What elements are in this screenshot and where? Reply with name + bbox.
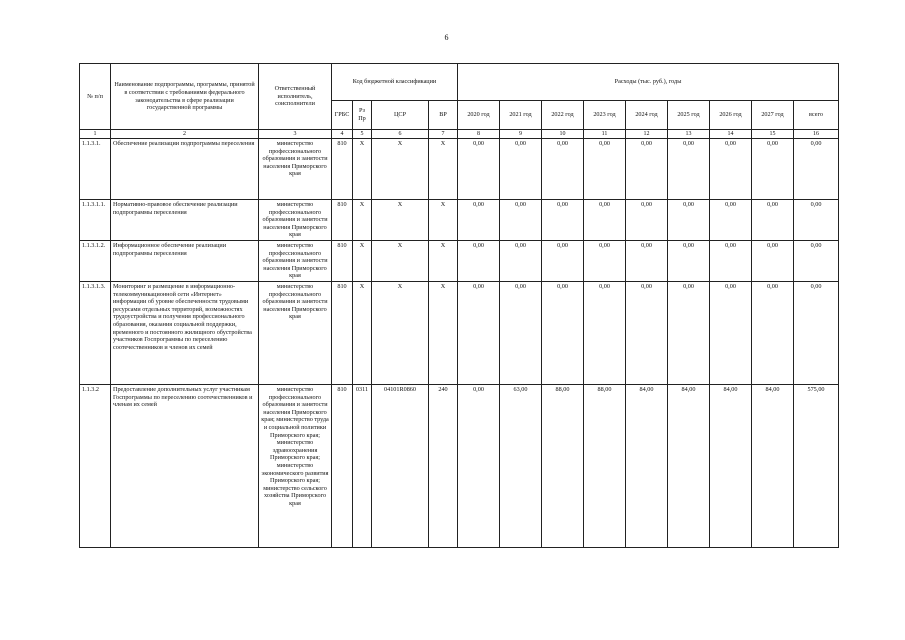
header-year: 2026 год <box>710 101 752 130</box>
budget-table <box>79 63 839 548</box>
row-value: 0,00 <box>500 281 542 384</box>
row-csr: Х <box>372 200 429 241</box>
row-value: 88,00 <box>584 384 626 547</box>
row-rzpr: Х <box>353 139 372 200</box>
column-index: 9 <box>500 130 542 139</box>
column-index: 5 <box>353 130 372 139</box>
row-value: 0,00 <box>626 139 668 200</box>
row-number: 1.1.3.1. <box>80 139 111 200</box>
header-year: 2023 год <box>584 101 626 130</box>
header-year: 2025 год <box>668 101 710 130</box>
column-index: 13 <box>668 130 710 139</box>
table-row <box>80 241 839 282</box>
row-total: 0,00 <box>794 139 839 200</box>
row-value: 0,00 <box>584 200 626 241</box>
row-rzpr: Х <box>353 241 372 282</box>
header-year: 2027 год <box>752 101 794 130</box>
row-value: 63,00 <box>500 384 542 547</box>
column-index: 6 <box>372 130 429 139</box>
row-value: 0,00 <box>752 241 794 282</box>
row-value: 0,00 <box>542 200 584 241</box>
row-csr: Х <box>372 139 429 200</box>
column-index: 3 <box>259 130 332 139</box>
row-number: 1.1.3.1.3. <box>80 281 111 384</box>
row-value: 84,00 <box>752 384 794 547</box>
header-rzpr: Рз Пр <box>353 101 372 130</box>
header-year: 2020 год <box>458 101 500 130</box>
column-index: 7 <box>429 130 458 139</box>
column-index: 14 <box>710 130 752 139</box>
row-responsible: министерство профессионального образования и занятости населения Приморского края; министерство труда и социальной политики Приморского края; министерство здравоохранения Приморского края; министерство экономического развития Приморского края; министерство сельского хозяйства Приморского края <box>259 384 332 547</box>
table-row <box>80 384 839 547</box>
row-value: 88,00 <box>542 384 584 547</box>
row-csr: Х <box>372 281 429 384</box>
row-grbs: 810 <box>332 241 353 282</box>
row-value: 0,00 <box>458 241 500 282</box>
row-value: 0,00 <box>542 281 584 384</box>
row-name: Информационное обеспечение реализации подпрограммы переселения <box>111 241 259 282</box>
row-total: 0,00 <box>794 281 839 384</box>
header-csr: ЦСР <box>372 101 429 130</box>
row-value: 0,00 <box>542 241 584 282</box>
row-value: 0,00 <box>458 139 500 200</box>
header-year: 2022 год <box>542 101 584 130</box>
table-row <box>80 139 839 200</box>
row-grbs: 810 <box>332 281 353 384</box>
header-year: 2021 год <box>500 101 542 130</box>
row-csr: Х <box>372 241 429 282</box>
row-responsible: министерство профессионального образования и занятости населения Приморского края <box>259 200 332 241</box>
row-name: Обеспечение реализации подпрограммы переселения <box>111 139 259 200</box>
row-value: 0,00 <box>752 281 794 384</box>
row-value: 0,00 <box>500 139 542 200</box>
row-value: 84,00 <box>710 384 752 547</box>
row-value: 0,00 <box>458 281 500 384</box>
row-value: 0,00 <box>584 281 626 384</box>
row-rzpr: Х <box>353 200 372 241</box>
row-value: 84,00 <box>626 384 668 547</box>
row-rzpr: 0311 <box>353 384 372 547</box>
row-total: 0,00 <box>794 200 839 241</box>
column-index: 15 <box>752 130 794 139</box>
header-year: 2024 год <box>626 101 668 130</box>
row-value: 0,00 <box>458 200 500 241</box>
column-index: 12 <box>626 130 668 139</box>
column-index: 10 <box>542 130 584 139</box>
column-index: 2 <box>111 130 259 139</box>
row-responsible: министерство профессионального образования и занятости населения Приморского края <box>259 139 332 200</box>
row-value: 0,00 <box>584 139 626 200</box>
row-grbs: 810 <box>332 384 353 547</box>
row-vr: Х <box>429 281 458 384</box>
row-vr: 240 <box>429 384 458 547</box>
row-grbs: 810 <box>332 139 353 200</box>
column-index: 1 <box>80 130 111 139</box>
row-vr: Х <box>429 241 458 282</box>
row-value: 0,00 <box>542 139 584 200</box>
row-vr: Х <box>429 139 458 200</box>
header-total: всего <box>794 101 839 130</box>
row-responsible: министерство профессионального образования и занятости населения Приморского края <box>259 241 332 282</box>
row-value: 0,00 <box>710 281 752 384</box>
row-number: 1.1.3.2 <box>80 384 111 547</box>
row-value: 0,00 <box>668 139 710 200</box>
row-value: 0,00 <box>710 241 752 282</box>
row-value: 0,00 <box>710 139 752 200</box>
row-total: 0,00 <box>794 241 839 282</box>
page-number: 6 <box>444 33 449 42</box>
row-value: 0,00 <box>752 139 794 200</box>
row-value: 0,00 <box>500 241 542 282</box>
row-rzpr: Х <box>353 281 372 384</box>
column-index: 11 <box>584 130 626 139</box>
row-name: Нормативно-правовое обеспечение реализации подпрограммы переселения <box>111 200 259 241</box>
row-name: Предоставление дополнительных услуг участникам Госпрограммы по переселению соотечественников и членам их семей <box>111 384 259 547</box>
header-vr: ВР <box>429 101 458 130</box>
row-number: 1.1.3.1.2. <box>80 241 111 282</box>
header-expenses: Расходы (тыс. руб.), годы <box>458 64 839 101</box>
column-index: 4 <box>332 130 353 139</box>
row-value: 0,00 <box>500 200 542 241</box>
row-value: 0,00 <box>584 241 626 282</box>
row-value: 0,00 <box>626 241 668 282</box>
row-value: 0,00 <box>626 281 668 384</box>
row-grbs: 810 <box>332 200 353 241</box>
row-value: 0,00 <box>668 281 710 384</box>
row-value: 0,00 <box>752 200 794 241</box>
row-number: 1.1.3.1.1. <box>80 200 111 241</box>
row-value: 0,00 <box>668 200 710 241</box>
header-responsible: Ответственный исполнитель, соисполнители <box>259 64 332 130</box>
row-vr: Х <box>429 200 458 241</box>
table-row <box>80 281 839 384</box>
column-index: 16 <box>794 130 839 139</box>
row-name: Мониторинг и размещение в информационно-телекоммуникационной сети «Интернет» информации об уровне обеспеченности трудовыми ресурсами отдельных территорий, возможностях трудоустройства и получения профессионального образования, оказания социальной поддержки, временного и постоянного жилищного обустройства участников Госпрограммы по переселению соотечественников и членов их семей <box>111 281 259 384</box>
header-budget-codes: Код бюджетной классификации <box>332 64 458 101</box>
row-value: 0,00 <box>458 384 500 547</box>
row-responsible: министерство профессионального образования и занятости населения Приморского края <box>259 281 332 384</box>
row-value: 0,00 <box>626 200 668 241</box>
table-row <box>80 200 839 241</box>
row-value: 84,00 <box>668 384 710 547</box>
header-grbs: ГРБС <box>332 101 353 130</box>
column-index: 8 <box>458 130 500 139</box>
row-value: 0,00 <box>710 200 752 241</box>
row-total: 575,00 <box>794 384 839 547</box>
column-index-row <box>80 130 839 139</box>
row-value: 0,00 <box>668 241 710 282</box>
row-csr: 04101R0860 <box>372 384 429 547</box>
header-name: Наименование подпрограммы, программы, принятой в соответствии с требованиями федерального законодательства в сфере реализации государственной программы <box>111 64 259 130</box>
header-num: № п/п <box>80 64 111 130</box>
header-row <box>80 64 839 101</box>
